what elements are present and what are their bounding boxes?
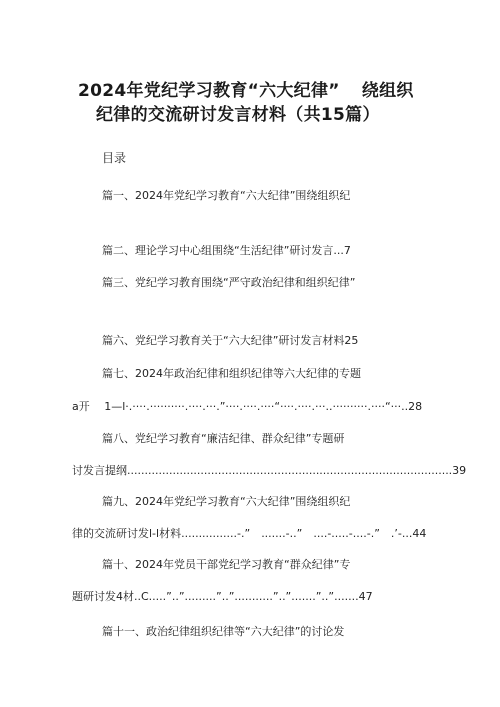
toc-line[interactable]: 题研讨发4材..C.....”..”.........”..”...........”..”.......”..”.......47 [72, 590, 373, 603]
title-segment-1: 2024年党纪学习教育“六大纪律” [78, 81, 340, 101]
toc-line[interactable]: 篇九、2024年党纪学习教育“六大纪律”围绕组织纪 [102, 495, 351, 508]
toc-line[interactable]: 篇七、2024年政治纪律和组织纪律等六大纪律的专题 [102, 367, 361, 380]
toc-line[interactable]: 篇一、2024年党纪学习教育“六大纪律”围绕组织纪 [102, 189, 351, 202]
toc-line[interactable]: 篇六、党纪学习教育关于“六大纪律”研讨发言材料25 [102, 334, 359, 347]
toc-line[interactable]: 篇八、党纪学习教育“廉洁纪律、群众纪律”专题研 [102, 432, 345, 445]
document-title-line-2: 纪律的交流研讨发言材料（共15篇） [96, 105, 380, 125]
toc-line[interactable]: 篇三、党纪学习教育围绕“严守政治纪律和组织纪律” [102, 276, 356, 289]
toc-line[interactable]: a开 1—l·.····.··········.····.···.”····.····.····“····.····.···..··········.····“···..28 [72, 400, 423, 413]
toc-line[interactable]: 律的交流研讨发l-l材料................-.” .......-..” ....-.....-....-.” .’-...44 [72, 527, 427, 540]
toc-line[interactable]: 篇十、2024年党员干部党纪学习教育“群众纪律”专 [102, 558, 351, 571]
toc-line[interactable]: 篇十一、政治纪律组织纪律等“六大纪律”的讨论发 [102, 625, 345, 638]
title-segment-2: 绕组织 [361, 81, 414, 101]
toc-line[interactable]: 篇二、理论学习中心组围绕“生活纪律”研讨发言...7 [102, 244, 351, 257]
toc-line[interactable]: 讨发言提纲.............................................................................................39 [72, 464, 467, 477]
toc-heading: 目录 [102, 151, 127, 165]
document-title-line-1 [78, 80, 414, 102]
